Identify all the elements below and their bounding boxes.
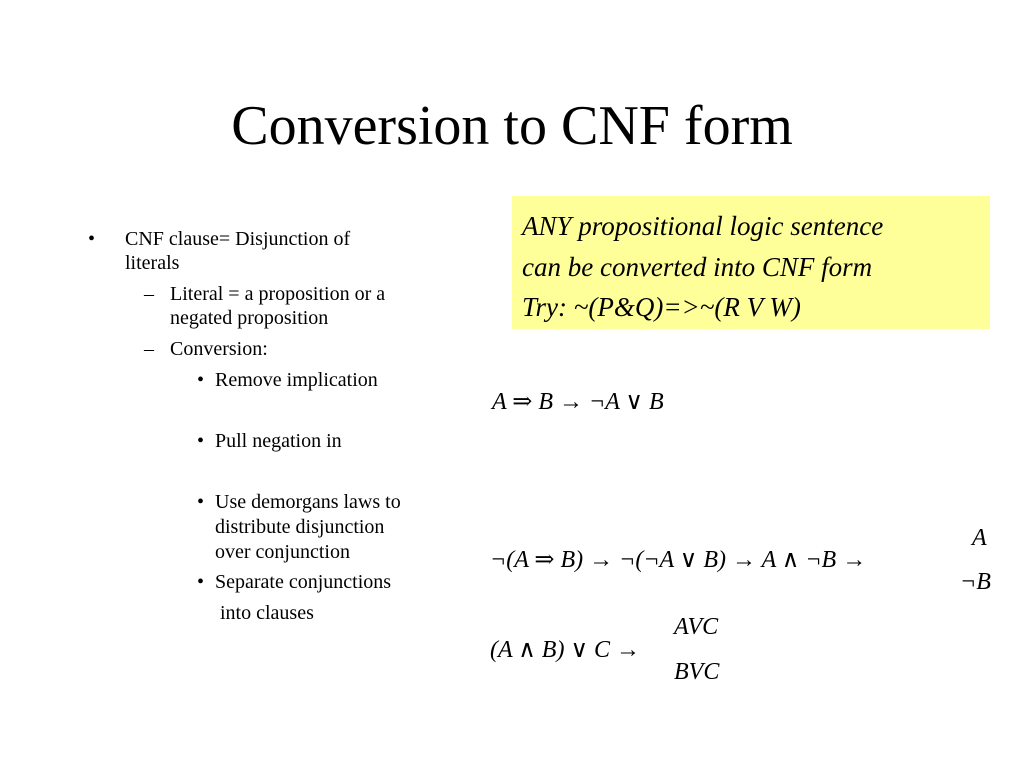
bullet-mark: •: [197, 369, 205, 391]
formula-implication: A ⇒ B → ¬A ∨ B: [492, 389, 664, 415]
formula-distribution-result-top: AVC: [674, 614, 719, 640]
bullet-mark: •: [88, 228, 96, 250]
formula-distribution: (A ∧ B) ∨ C →: [490, 637, 641, 663]
step-separate-line-2: into clauses: [215, 602, 314, 624]
subbullet-literal-line-1: Literal = a proposition or a: [170, 283, 386, 305]
dash-mark: –: [144, 283, 154, 305]
callout-line-2: can be converted into CNF form: [522, 251, 873, 282]
step-demorgan-line-2: distribute disjunction: [215, 516, 385, 538]
callout-box: [512, 196, 990, 329]
bullet-cnf-clause-line-1: CNF clause= Disjunction of: [125, 228, 351, 250]
bullet-mark: •: [197, 430, 205, 452]
subbullet-literal-line-2: negated proposition: [170, 307, 329, 329]
step-separate-line-1: Separate conjunctions: [215, 571, 392, 593]
step-pull-negation: Pull negation in: [215, 430, 342, 452]
step-remove-implication: Remove implication: [215, 369, 378, 391]
subbullet-conversion: Conversion:: [170, 338, 268, 360]
step-demorgan-line-3: over conjunction: [215, 541, 350, 563]
dash-mark: –: [144, 338, 154, 360]
formula-negation-result-bottom: ¬B: [960, 569, 991, 595]
callout-line-3: Try: ~(P&Q)=>~(R V W): [522, 292, 801, 322]
callout-line-1: ANY propositional logic sentence: [522, 211, 884, 241]
formula-negation-result-top: A: [972, 525, 987, 551]
bullet-list: [0, 0, 500, 768]
bullet-mark: •: [197, 571, 205, 593]
formula-negation: ¬(A ⇒ B) → ¬(¬A ∨ B) → A ∧ ¬B →: [490, 547, 867, 573]
step-demorgan-line-1: Use demorgans laws to: [215, 491, 401, 513]
bullet-cnf-clause-line-2: literals: [125, 252, 180, 274]
formula-distribution-result-bottom: BVC: [674, 659, 720, 685]
bullet-mark: •: [197, 491, 205, 513]
slide-title: Conversion to CNF form: [231, 95, 793, 157]
